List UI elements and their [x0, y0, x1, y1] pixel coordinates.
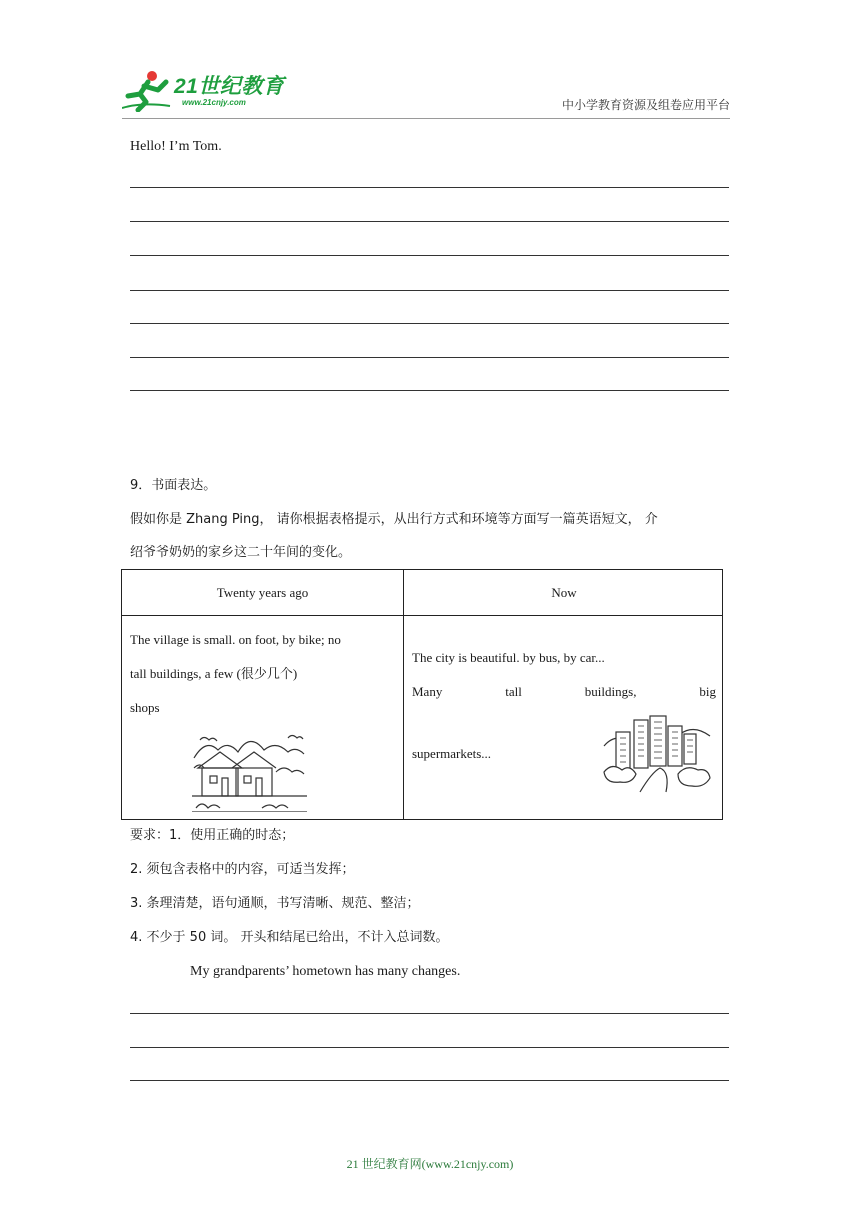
- question-prompt-line: 假如你是 Zhang Ping， 请你根据表格提示，从出行方式和环境等方面写一篇英语短文， 介: [130, 512, 658, 527]
- answer-line: [130, 221, 729, 222]
- table-header-cell: [122, 570, 404, 616]
- comparison-table: [121, 569, 723, 820]
- header-divider: [122, 118, 730, 119]
- answer-line: [130, 290, 729, 291]
- answer-line: [130, 1080, 729, 1081]
- page-footer: 21 世纪教育网(www.21cnjy.com): [346, 1157, 514, 1171]
- table-cell-now: [404, 616, 723, 820]
- now-text-line: [412, 685, 716, 698]
- requirement-line: 2. 须包含表格中的内容，可适当发挥；: [130, 862, 355, 877]
- site-logo: [122, 68, 292, 114]
- now-word: tall: [505, 684, 522, 699]
- platform-label: 中小学教育资源及组卷应用平台: [561, 98, 730, 112]
- requirement-line: 4. 不少于 50 词。 开头和结尾已给出，不计入总词数。: [130, 930, 449, 945]
- logo-url: www.21cnjy.com: [182, 98, 246, 107]
- answer-line: [130, 1047, 729, 1048]
- requirement-line: 3. 条理清楚，语句通顺，书写清晰、规范、整洁；: [130, 896, 420, 911]
- requirement-line: 要求：1．使用正确的时态；: [130, 828, 295, 843]
- village-illustration: [192, 728, 307, 812]
- answer-line: [130, 323, 729, 324]
- essay-opening: My grandparents’ hometown has many changes.: [190, 964, 461, 979]
- city-illustration: [600, 712, 716, 794]
- opening-sentence: Hello! I’m Tom.: [130, 139, 222, 154]
- answer-line: [130, 255, 729, 256]
- now-word: Many: [412, 684, 443, 699]
- logo-text: 21世纪教育: [174, 75, 285, 98]
- header-now: Now: [551, 585, 577, 600]
- table-cell-past: [122, 616, 404, 820]
- now-text-line: supermarkets...: [412, 746, 492, 761]
- now-word: buildings,: [584, 684, 637, 699]
- table-header-cell: [404, 570, 723, 616]
- past-text-line: shops: [130, 700, 160, 715]
- answer-line: [130, 357, 729, 358]
- header-twenty-years-ago: Twenty years ago: [216, 585, 309, 600]
- past-text-line: The village is small. on foot, by bike; no: [130, 632, 341, 647]
- answer-line: [130, 390, 729, 391]
- now-word: big: [699, 684, 716, 699]
- answer-line: [130, 187, 729, 188]
- runner-logo-icon: [122, 68, 172, 112]
- past-text-line: tall buildings, a few (很少几个): [130, 666, 298, 681]
- question-number: 9．书面表达。: [130, 478, 217, 493]
- answer-line: [130, 1013, 729, 1014]
- question-prompt-line: 绍爷爷奶奶的家乡这二十年间的变化。: [130, 545, 352, 560]
- now-text-line: The city is beautiful. by bus, by car...: [412, 650, 605, 665]
